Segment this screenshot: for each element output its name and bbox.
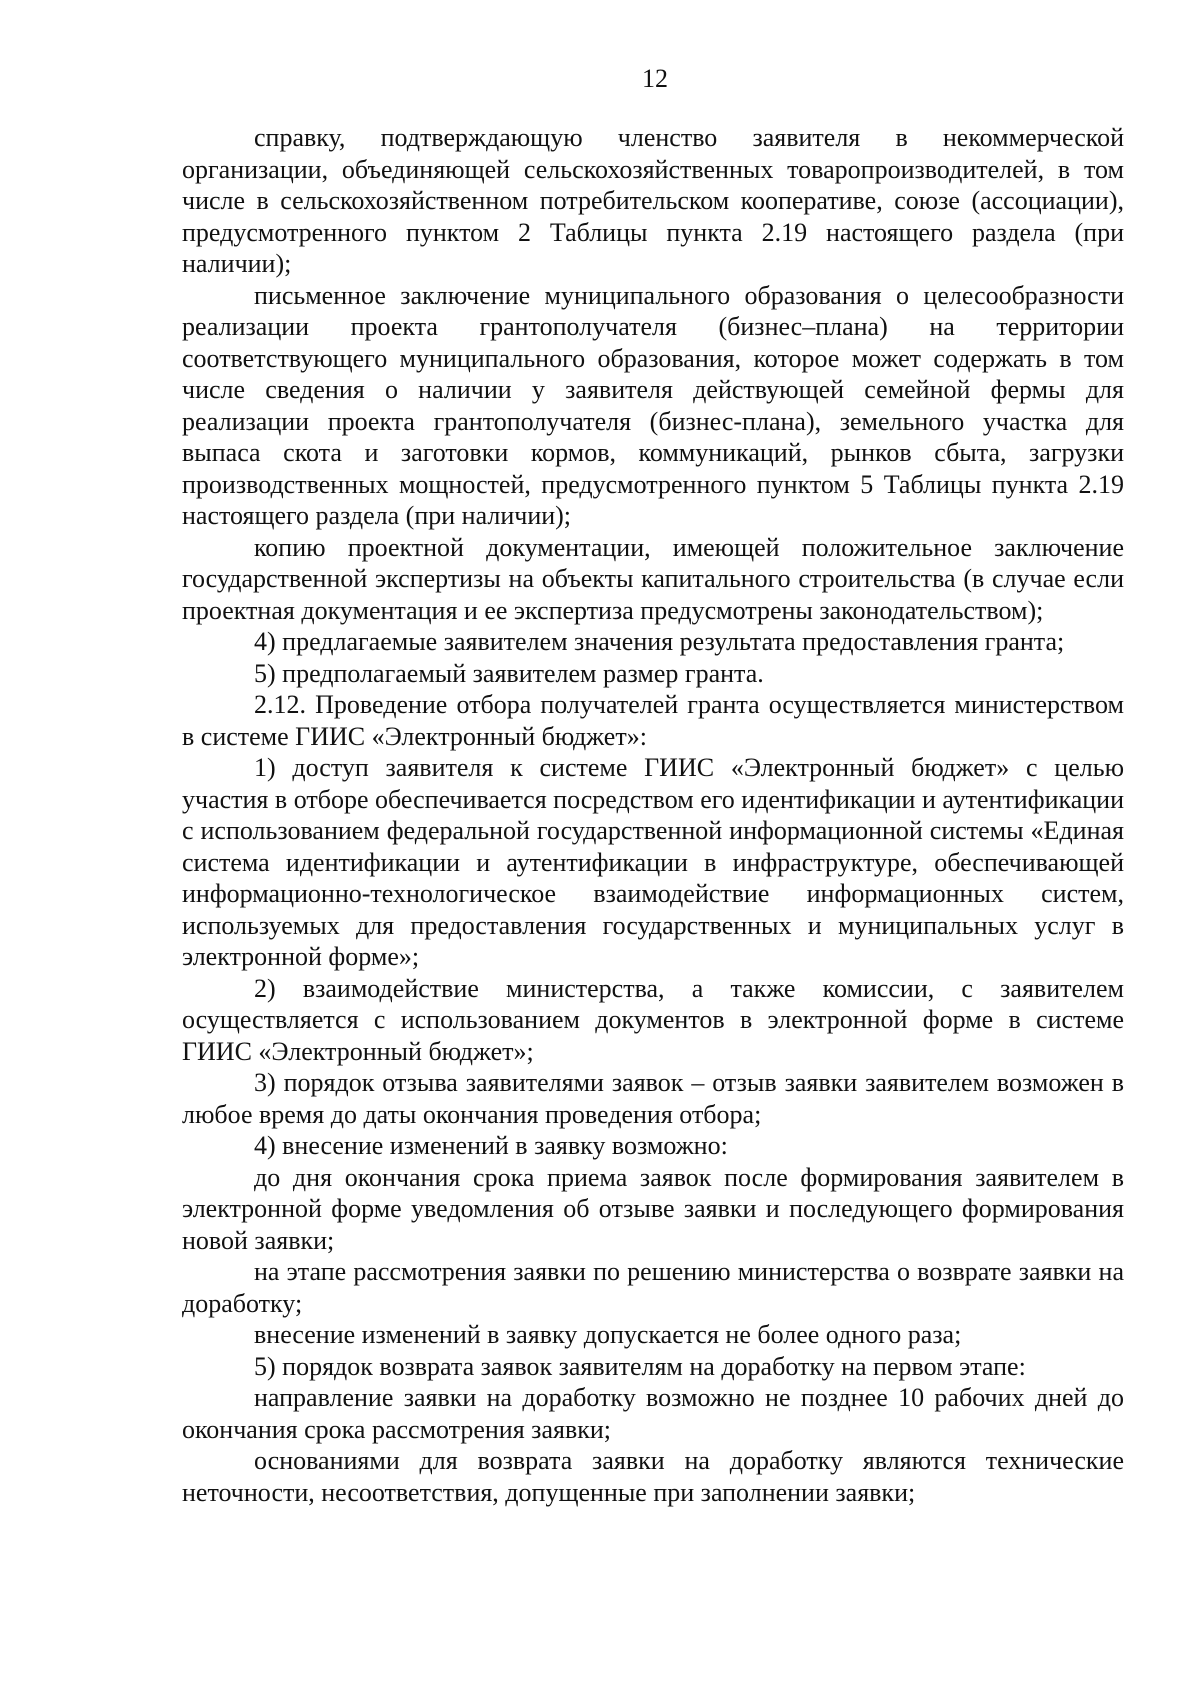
paragraph: 1) доступ заявителя к системе ГИИС «Электронный бюджет» с целью участия в отборе обеспечивается посредством его идентификации и аутентификации с использованием федеральной государственной информационной системы «Единая система идентификации и аутентификации в инфраструктуре, обеспечивающей информационно-технологическое взаимодействие информационных систем, используемых для предоставления государственных и муниципальных услуг в электронной форме»; [182, 753, 1124, 971]
paragraph: 4) предлагаемые заявителем значения результата предоставления гранта; [254, 627, 1065, 656]
page-number: 12 [642, 64, 668, 93]
paragraph: основаниями для возврата заявки на доработку являются технические неточности, несоответствия, допущенные при заполнении заявки; [182, 1446, 1124, 1507]
paragraph: копию проектной документации, имеющей положительное заключение государственной экспертизы на объекты капитального строительства (в случае если проектная документация и ее экспертиза предусмотрены законодательством); [182, 532, 1124, 625]
paragraph: справку, подтверждающую членство заявителя в некоммерческой организации, объединяющей сельскохозяйственных товаропроизводителей, в том числе в сельскохозяйственном потребительском кооперативе, союзе (ассоциации), предусмотренного пунктом 2 Таблицы пункта 2.19 настоящего раздела (при наличии); [182, 123, 1124, 278]
paragraph: до дня окончания срока приема заявок после формирования заявителем в электронной форме уведомления об отзыве заявки и последующего формирования новой заявки; [182, 1162, 1124, 1255]
paragraph: 5) предполагаемый заявителем размер гранта. [254, 658, 764, 688]
paragraph: 3) порядок отзыва заявителями заявок – отзыв заявки заявителем возможен в любое время до даты окончания проведения отбора; [182, 1068, 1124, 1129]
paragraph: 4) внесение изменений в заявку возможно: [254, 1131, 728, 1160]
paragraph: письменное заключение муниципального образования о целесообразности реализации проекта грантополучателя (бизнес–плана) на территории соответствующего муниципального образования, которое может содержать в том числе сведения о наличии у заявителя действующей семейной фермы для реализации проекта грантополучателя (бизнес-плана), земельного участка для выпаса скота и заготовки кормов, коммуникаций, рынков сбыта, загрузки производственных мощностей, предусмотренного пунктом 5 Таблицы пункта 2.19 настоящего раздела (при наличии); [182, 280, 1124, 530]
paragraph: на этапе рассмотрения заявки по решению министерства о возврате заявки на доработку; [182, 1257, 1124, 1318]
document-body [182, 122, 1124, 1508]
paragraph: 5) порядок возврата заявок заявителям на доработку на первом этапе: [254, 1351, 1026, 1381]
paragraph: 2) взаимодействие министерства, а также комиссии, с заявителем осуществляется с использованием документов в электронной форме в системе ГИИС «Электронный бюджет»; [182, 973, 1124, 1066]
paragraph: направление заявки на доработку возможно не позднее 10 рабочих дней до окончания срока рассмотрения заявки; [182, 1383, 1124, 1444]
paragraph: 2.12. Проведение отбора получателей гранта осуществляется министерством в системе ГИИС «Электронный бюджет»: [182, 690, 1124, 751]
paragraph: внесение изменений в заявку допускается не более одного раза; [254, 1320, 962, 1349]
